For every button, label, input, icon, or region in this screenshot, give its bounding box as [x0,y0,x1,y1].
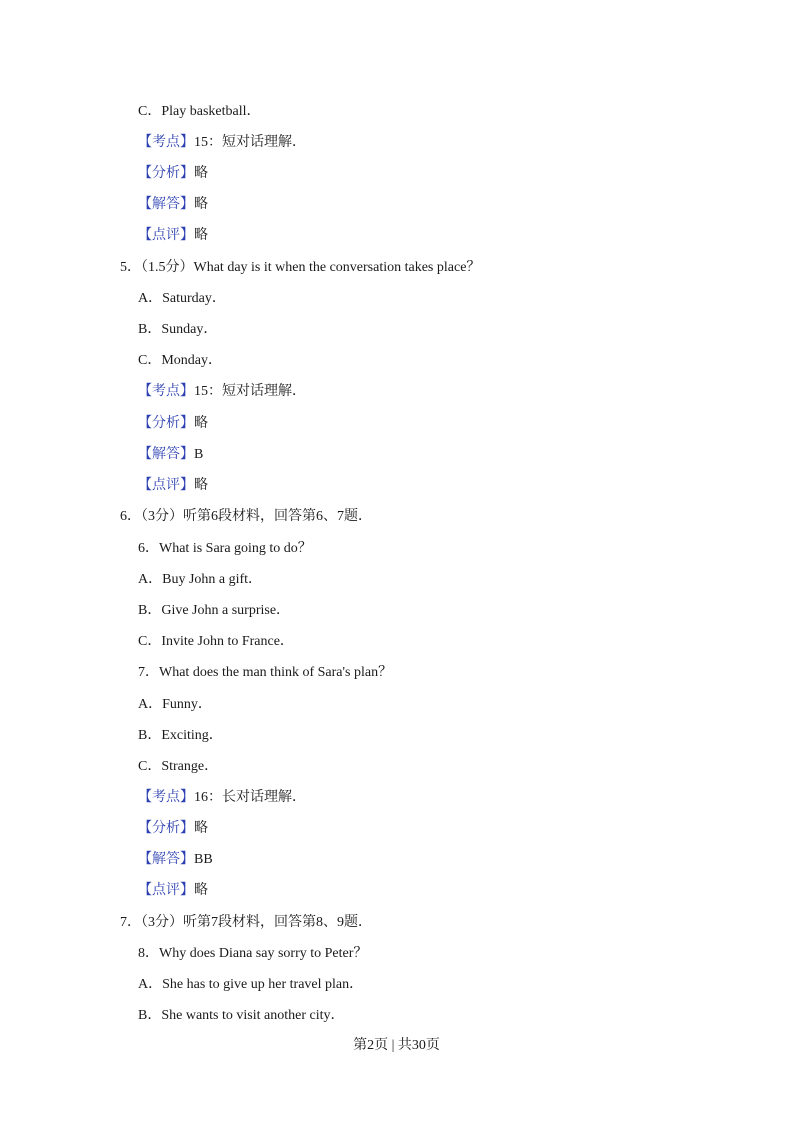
fenxi-tag: 【分析】 [138,821,194,836]
jieda-tag: 【解答】 [138,852,194,867]
dianping-tag: 【点评】 [138,478,194,493]
kaodian-line: 【考点】16：长对话理解． [138,790,306,805]
dianping-line: 【点评】略 [138,883,208,898]
dianping-tag: 【点评】 [138,228,194,243]
sub-question-6: 6．What is Sara going to do？ [138,541,312,556]
fenxi-line: 【分析】略 [138,166,208,181]
kaodian-tag: 【考点】 [138,790,194,805]
option-b-line: B．She wants to visit another city． [138,1008,345,1023]
jieda-line: 【解答】BB [138,852,213,867]
option-c-line: C．Strange． [138,759,219,774]
option-a-line: A．Funny． [138,697,212,712]
dianping-line: 【点评】略 [138,228,208,243]
option-a-line: A．She has to give up her travel plan． [138,977,364,992]
option-b-line: B．Sunday． [138,322,218,337]
sub-question-8: 8．Why does Diana say sorry to Peter？ [138,946,368,961]
question-5: 5．（1.5分）What day is it when the conversation takes place？ [120,260,481,275]
jieda-tag: 【解答】 [138,197,194,212]
option-b-line: B．Exciting． [138,728,223,743]
kaodian-line: 【考点】15：短对话理解． [138,384,306,399]
jieda-line: 【解答】B [138,447,204,462]
kaodian-tag: 【考点】 [138,384,194,399]
option-c-line: C．Invite John to France． [138,634,294,649]
option-c-line: C．Play basketball． [138,104,261,119]
fenxi-line: 【分析】略 [138,416,208,431]
kaodian-line: 【考点】15：短对话理解． [138,135,306,150]
option-a-line: A．Buy John a gift． [138,572,263,587]
option-c-line: C．Monday． [138,353,222,368]
option-a-line: A．Saturday． [138,291,226,306]
dianping-tag: 【点评】 [138,883,194,898]
fenxi-tag: 【分析】 [138,166,194,181]
fenxi-tag: 【分析】 [138,416,194,431]
page-footer: 第2页 | 共30页 [353,1038,440,1053]
sub-question-7: 7．What does the man think of Sara's plan？ [138,665,393,680]
fenxi-line: 【分析】略 [138,821,208,836]
question-7: 7．（3分）听第7段材料，回答第8、9题． [120,915,372,930]
dianping-line: 【点评】略 [138,478,208,493]
question-6: 6．（3分）听第6段材料，回答第6、7题． [120,509,372,524]
kaodian-tag: 【考点】 [138,135,194,150]
jieda-line: 【解答】略 [138,197,208,212]
jieda-tag: 【解答】 [138,447,194,462]
option-b-line: B．Give John a surprise． [138,603,291,618]
